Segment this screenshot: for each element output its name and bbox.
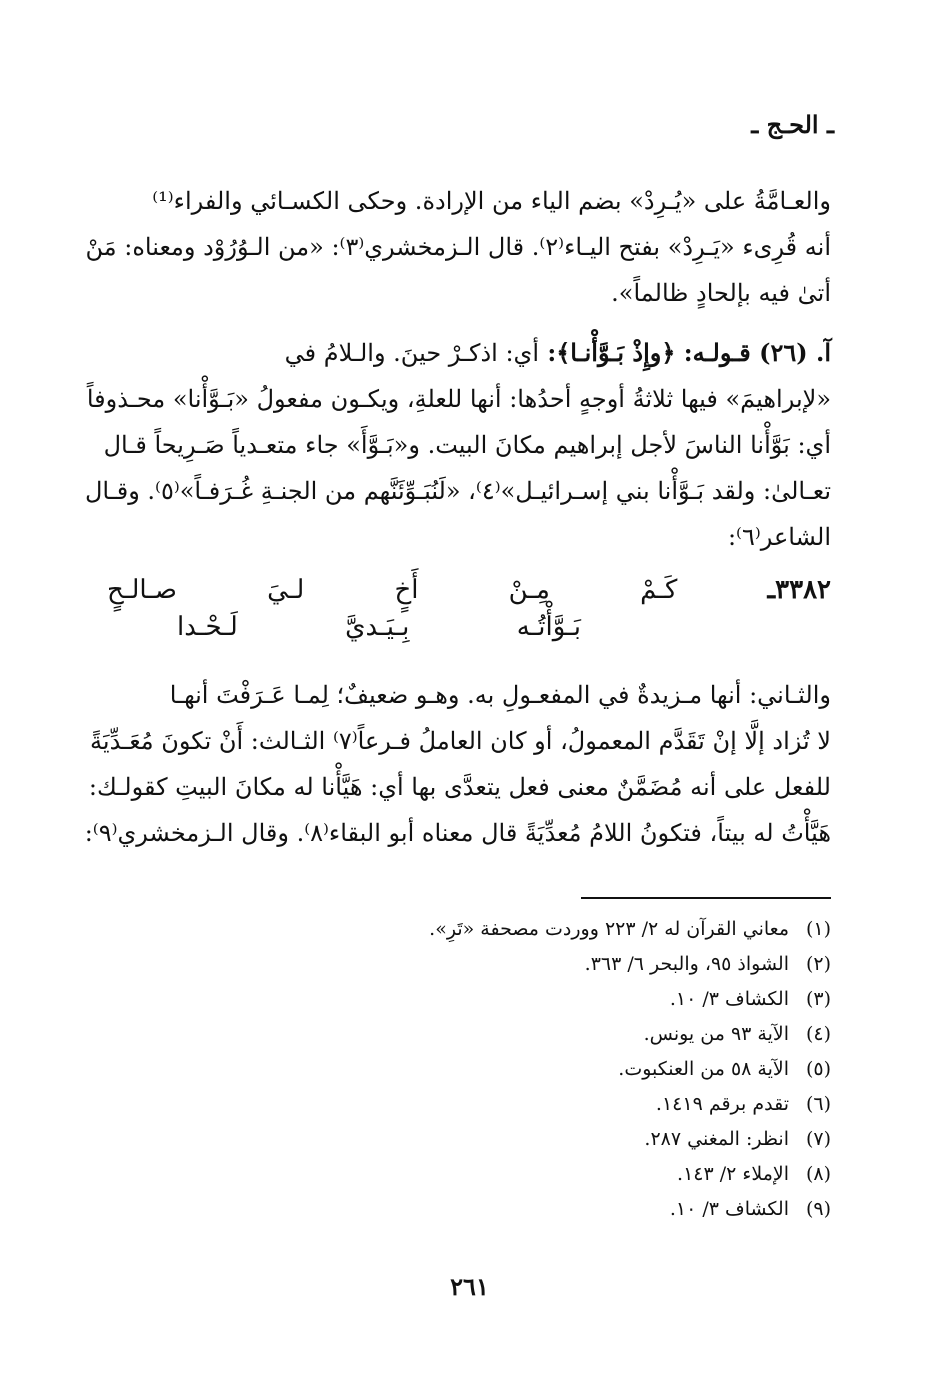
footnote-number: (٥)	[805, 1058, 831, 1080]
footnote-item	[231, 912, 831, 947]
text-line: «لإبراهيمَ» فيها ثلاثةُ أوجهٍ أحدُها: أنها للعلةِ، ويكـون مفعولُ «بَـوَّأْنا» محـذوفاً	[86, 385, 831, 413]
footnote-text: معاني القرآن له ٢/ ٢٢٣ ووردت مصحفة «تَرِ».	[429, 918, 789, 940]
footnote-number: (٤)	[805, 1023, 831, 1045]
text-segment: أي: اذكـرْ حينَ. والـلامُ في	[284, 339, 539, 367]
footnote-item	[231, 947, 831, 982]
footnote-number: (٨)	[805, 1163, 831, 1185]
text-line: أنه قُرِىء «يَـرِدْ» بفتح اليـاء⁽٢⁾. قال الـزمخشري⁽٣⁾: «من الـوُرُوْد ومعناه: مَنْ	[85, 233, 831, 261]
footnote-number: (٦)	[805, 1093, 831, 1115]
text-line: والعـامَّةُ على «يُـرِدْ» بضم الياء من الإرادة. وحكى الكسـائي والفراء⁽¹⁾	[152, 187, 831, 215]
footnotes	[231, 912, 831, 1227]
verse-word: مِـنْ	[508, 575, 550, 605]
footnote-number: (١)	[805, 918, 831, 940]
paragraph-3	[84, 672, 831, 856]
footnote-text: الشواذ ٩٥، والبحر ٦/ ٣٦٣.	[584, 953, 789, 975]
verse-word: لَـحْـدا	[177, 612, 238, 642]
text-line: أي: بَوَّأْنا الناسَ لأجل إبراهيم مكانَ البيت. و«بَـوَّأَ» جاء متعـدياً صَـرِيحاً قـال	[103, 431, 831, 459]
verse-word: صـالـحٍ	[107, 575, 177, 605]
footnote-item	[231, 1017, 831, 1052]
footnote-text: الآية ٥٨ من العنكبوت.	[618, 1058, 789, 1080]
text-line	[107, 330, 831, 376]
footnote-item	[231, 1157, 831, 1192]
text-line: أتىٰ فيه بإلحادٍ ظالماً».	[611, 279, 831, 307]
page-number: ٢٦١	[450, 1272, 489, 1301]
verse-number: ٣٣٨٢ـ	[767, 575, 831, 605]
footnote-number: (٢)	[805, 953, 831, 975]
footnote-number: (٩)	[805, 1198, 831, 1220]
text-line: لا تُزاد إلَّا إنْ تَقَدَّم المعمولُ، أو كان العاملُ فـرعاً⁽٧⁾ الثـالث: أَنْ تكونَ مُعَـدِّيَةً	[90, 727, 831, 755]
footnote-separator	[581, 897, 831, 899]
verse-word: بَـوَّأْتُـه	[516, 612, 581, 642]
verse-word: لـيَ	[267, 575, 305, 605]
footnote-text: الكشاف ٣/ ١٠.	[669, 988, 789, 1010]
text-line: تعـالىٰ: ولقد بَـوَّأْنا بني إسـرائيـل»⁽٤⁾، «لَنُبَـوِّئَنَّهم من الجنـةِ غُـرَفـاً»⁽٥⁾. وقـال	[84, 477, 831, 505]
text-line: والثـاني: أنها مـزيدةٌ في المفعـولِ به. وهـو ضعيفٌ؛ لِمـا عَـرَفْتَ أنهـا	[169, 681, 831, 709]
footnote-number: (٧)	[805, 1128, 831, 1150]
footnote-text: الكشاف ٣/ ١٠.	[669, 1198, 789, 1220]
paragraph-1	[85, 178, 831, 316]
running-header: ـ الحـج ـ	[751, 110, 834, 139]
text-line: للفعل على أنه مُضَمَّنٌ معنى فعل يتعدَّى بها أي: هَيَّأْنا له مكانَ البيتِ كقولـك:	[88, 773, 831, 801]
footnote-number: (٣)	[805, 988, 831, 1010]
text-line: هَيَّأْتُ له بيتاً، فتكونُ اللامُ مُعدِّيَةً قال معناه أبو البقاء⁽٨⁾. وقال الـزمخشري⁽٩⁾:	[84, 819, 831, 847]
footnote-item	[231, 982, 831, 1017]
footnote-item	[231, 1122, 831, 1157]
verse-citation: آ. (٢٦) قـولـه: ﴿وإِذْ بَـوَّأْنـا﴾:	[539, 338, 831, 367]
verse-word: بِـيَـديَّ	[345, 612, 410, 642]
footnote-text: الإملاء ٢/ ١٤٣.	[677, 1163, 789, 1185]
footnote-item	[231, 1192, 831, 1227]
poem-verse-second-hemistich	[107, 612, 831, 642]
footnote-text: تقدم برقم ١٤١٩.	[655, 1093, 789, 1115]
verse-word: كَـمْ	[640, 575, 678, 605]
footnote-item	[231, 1052, 831, 1087]
footnote-item	[231, 1087, 831, 1122]
footnote-text: انظر: المغني ٢٨٧.	[644, 1128, 789, 1150]
paragraph-2	[84, 330, 831, 560]
footnote-text: الآية ٩٣ من يونس.	[643, 1023, 789, 1045]
text-line: الشاعر⁽٦⁾:	[727, 523, 831, 551]
poem-verse-first-hemistich	[107, 575, 831, 605]
verse-word: أَخٍ	[394, 575, 419, 605]
